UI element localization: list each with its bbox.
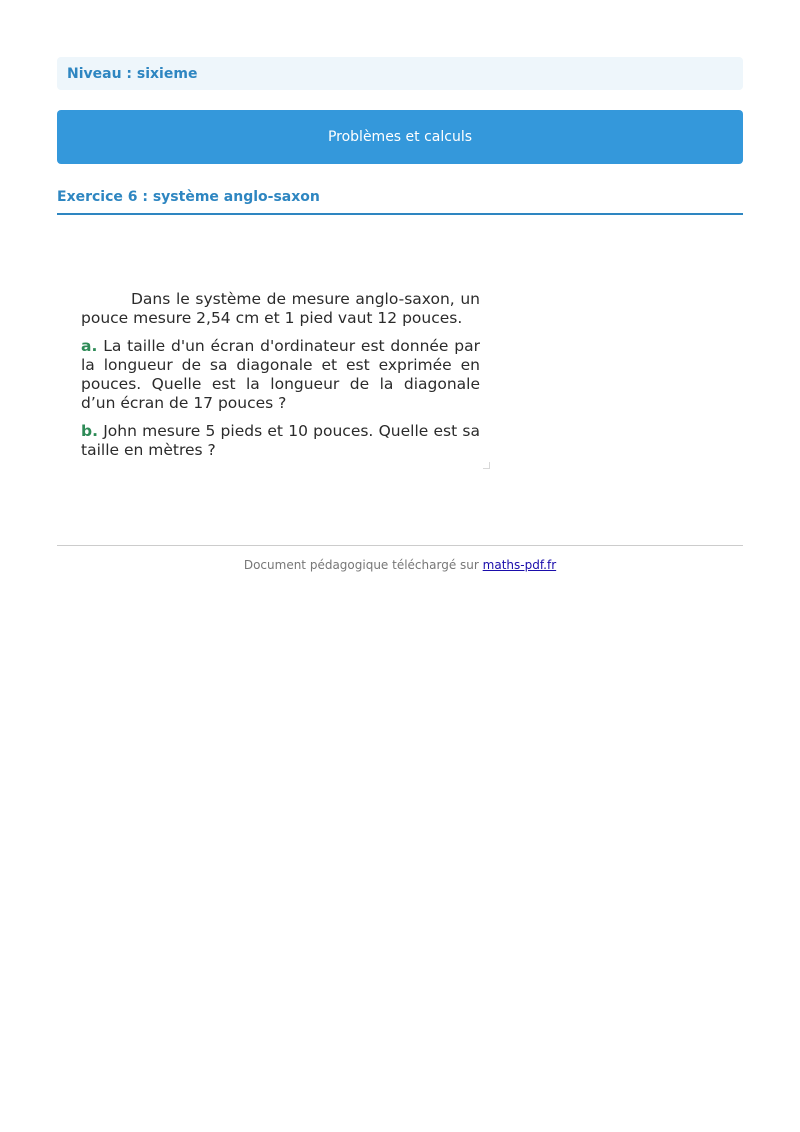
exercise-title: Exercice 6 : système anglo-saxon: [57, 189, 320, 205]
question-b-text: John mesure 5 pieds et 10 pouces. Quelle est sa taille en mètres ?: [81, 422, 480, 459]
level-label: Niveau : sixieme: [67, 65, 198, 82]
question-a-text: La taille d'un écran d'ordinateur est donnée par la longueur de sa diagonale et est exprimée en pouces. Quelle est la longueur de la diagonale d’un écran de 17 pouces ?: [81, 337, 480, 412]
exercise-intro: Dans le système de mesure anglo-saxon, un pouce mesure 2,54 cm et 1 pied vaut 12 pouces.: [81, 290, 480, 327]
question-a: [81, 337, 480, 413]
footer-link[interactable]: maths-pdf.fr: [482, 558, 557, 572]
question-b-letter: b.: [81, 422, 98, 440]
footer-text: Document pédagogique téléchargé sur: [243, 558, 479, 572]
footer: [57, 558, 743, 572]
resize-handle-icon: [483, 462, 490, 469]
question-b: [81, 422, 480, 460]
exercise-statement: [81, 290, 480, 469]
exercise-heading: [57, 186, 743, 215]
footer-divider: [57, 545, 743, 546]
level-bar: [57, 57, 743, 90]
title-banner: [57, 110, 743, 164]
banner-title: Problèmes et calculs: [327, 129, 473, 145]
question-a-letter: a.: [81, 337, 98, 355]
